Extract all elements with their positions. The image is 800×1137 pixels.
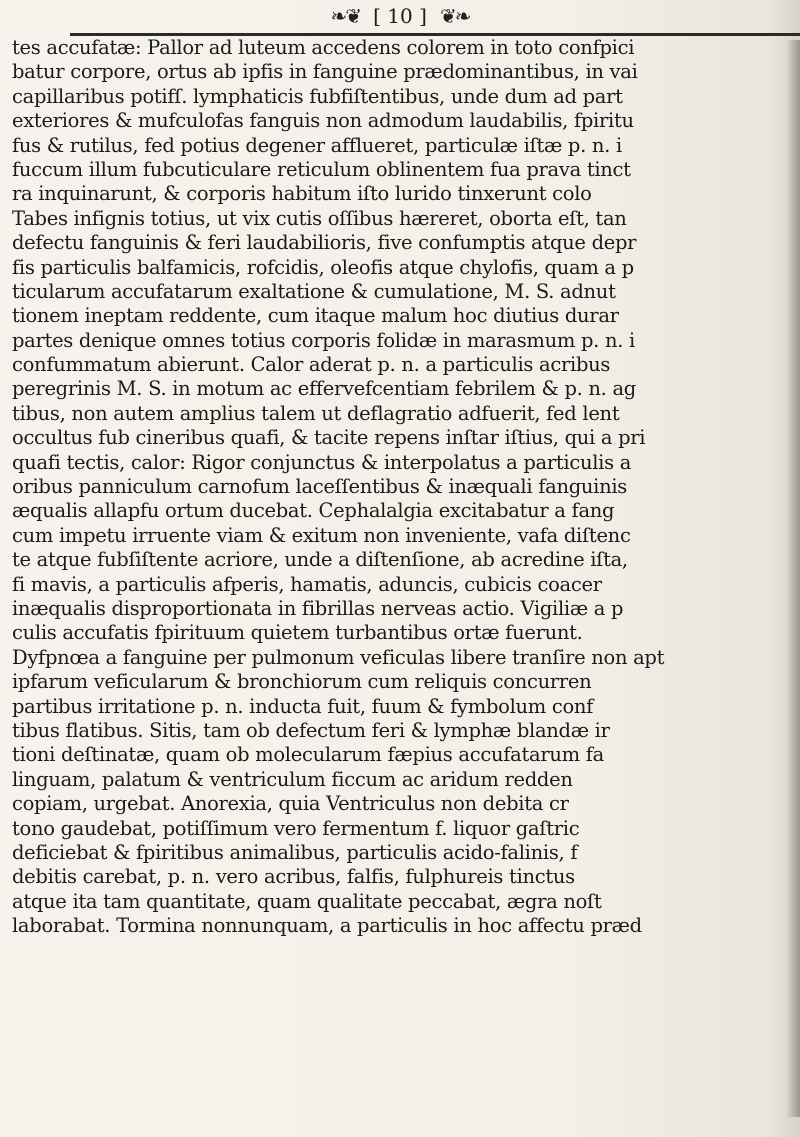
text-line: capillaribus potifſ. lymphaticis fubfiſtentibus, unde dum ad part xyxy=(12,84,623,108)
text-line: inæqualis disproportionata in fibrillas nerveas actio. Vigiliæ a p xyxy=(12,596,624,620)
text-line: Dyfpnœa a fanguine per pulmonum veficulas libere tranſire non apt xyxy=(12,645,665,669)
text-line: ipfarum veficularum & bronchiorum cum reliquis concurren xyxy=(12,670,592,694)
text-line: fis particulis balfamicis, rofcidis, oleofis atque chylofis, quam a p xyxy=(12,255,634,279)
body-text xyxy=(12,36,792,938)
header-ornament-right: ❦❧ xyxy=(439,4,470,28)
text-line: atque ita tam quantitate, quam qualitate peccabat, ægra noſt xyxy=(12,889,602,913)
text-line: fi mavis, a particulis afperis, hamatis, aduncis, cubicis coacer xyxy=(12,572,602,596)
page-gutter-shadow xyxy=(786,40,800,1117)
text-line: laborabat. Tormina nonnunquam, a particulis in hoc affectu præd xyxy=(12,914,642,938)
text-line: deficiebat & fpiritibus animalibus, particulis acido-falinis, f xyxy=(12,840,578,864)
text-line: fuccum illum fubcuticulare reticulum oblinentem fua prava tinct xyxy=(12,157,631,181)
text-line: ticularum accufatarum exaltatione & cumulatione, M. S. adnut xyxy=(12,279,616,303)
text-line: partes denique omnes totius corporis folidæ in marasmum p. n. i xyxy=(12,328,635,352)
text-line: tibus, non autem amplius talem ut deflagratio adfuerit, fed lent xyxy=(12,401,620,425)
text-line: occultus fub cineribus quafi, & tacite repens inſtar iſtius, qui a pri xyxy=(12,426,646,450)
text-line: ra inquinarunt, & corporis habitum iſto lurido tinxerunt colo xyxy=(12,182,592,206)
text-line: culis accufatis fpirituum quietem turbantibus ortæ fuerunt. xyxy=(12,621,583,645)
text-line: peregrinis M. S. in motum ac effervefcentiam febrilem & p. n. ag xyxy=(12,377,636,401)
text-line: oribus panniculum carnofum laceſſentibus & inæquali fanguinis xyxy=(12,475,627,499)
text-line: confummatum abierunt. Calor aderat p. n. a particulis acribus xyxy=(12,353,611,377)
text-line: tibus flatibus. Sitis, tam ob defectum feri & lymphæ blandæ ir xyxy=(12,718,610,742)
text-line: cum impetu irruente viam & exitum non inveniente, vafa diſtenc xyxy=(12,523,631,547)
text-line: tioni deſtinatæ, quam ob molecularum fæpius accufatarum fa xyxy=(12,743,604,767)
text-line: fus & rutilus, fed potius degener afflueret, particulæ iſtæ p. n. i xyxy=(12,133,622,157)
text-line: linguam, palatum & ventriculum ficcum ac aridum redden xyxy=(12,767,573,791)
text-line: Tabes infignis totius, ut vix cutis oſſibus hæreret, oborta eſt, tan xyxy=(12,206,627,230)
page-header xyxy=(0,4,800,34)
text-line: tionem ineptam reddente, cum itaque malum hoc diutius durar xyxy=(12,304,619,328)
text-line: quafi tectis, calor: Rigor conjunctus & interpolatus a particulis a xyxy=(12,450,632,474)
text-line: tono gaudebat, potiſſimum vero fermentum f. liquor gaſtric xyxy=(12,816,580,840)
text-line: æqualis allapfu ortum ducebat. Cephalalgia excitabatur a fang xyxy=(12,499,615,523)
text-line: batur corpore, ortus ab ipfis in fanguine prædominantibus, in vai xyxy=(12,60,638,84)
text-line: defectu fanguinis & feri laudabilioris, five confumptis atque depr xyxy=(12,231,637,255)
text-line: partibus irritatione p. n. inducta fuit, fuum & fymbolum conf xyxy=(12,694,594,718)
text-line: te atque fubſiſtente acriore, unde a diſtenſione, ab acredine iſta, xyxy=(12,548,628,572)
page-number: [ 10 ] xyxy=(373,4,427,28)
text-line: copiam, urgebat. Anorexia, quia Ventriculus non debita cr xyxy=(12,792,569,816)
text-line: debitis carebat, p. n. vero acribus, falfis, fulphureis tinctus xyxy=(12,865,575,889)
header-ornament-left: ❧❦ xyxy=(330,4,361,28)
text-line: exteriores & mufculofas fanguis non admodum laudabilis, fpiritu xyxy=(12,109,634,133)
text-line: tes accufatæ: Pallor ad luteum accedens colorem in toto confpici xyxy=(12,36,635,59)
